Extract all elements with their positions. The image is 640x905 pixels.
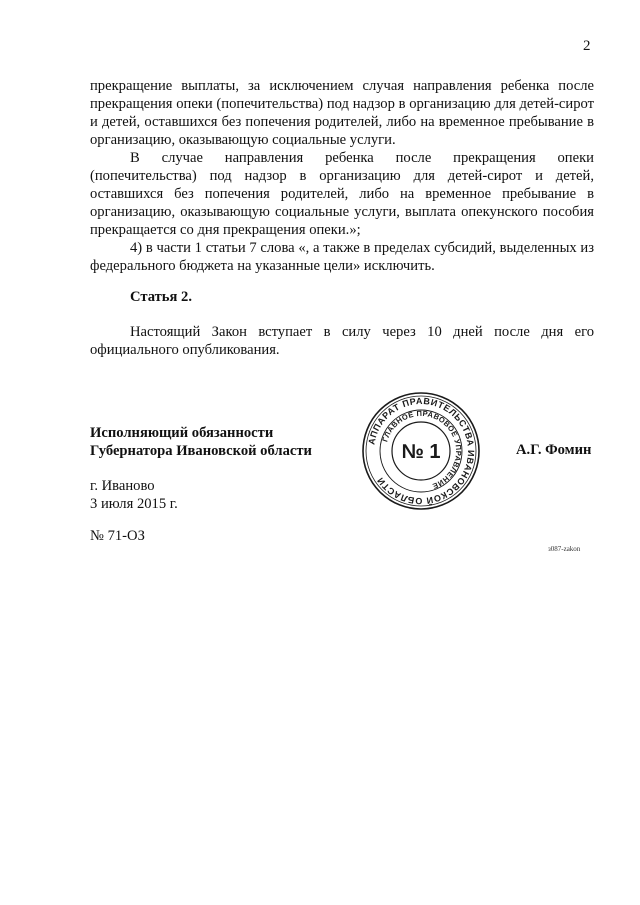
seal-center-number: № 1 — [401, 441, 441, 463]
article-heading: Статья 2. — [130, 289, 192, 305]
document-code: з087-zakon — [548, 545, 581, 553]
paragraph-continuation: прекращение выплаты, за исключением случая направления ребенка после прекращения опеки (попечительства) под надзор в организацию для детей-сирот и детей, оставшихся без попечения родителей, либо на временное пребывание в организацию, оказывающую социальные услуги. — [90, 78, 594, 148]
page-number: 2 — [583, 38, 591, 54]
signer-position — [90, 424, 312, 460]
seal-outer-text: АППАРАТ ПРАВИТЕЛЬСТВА ИВАНОВСКОЙ ОБЛАСТИ — [366, 395, 477, 507]
paragraph-placement-case: В случае направления ребенка после прекращения опеки (попечительства) под надзор в организацию для детей-сирот и детей, оставшихся без попечения родителей, либо на временное пребывание в организацию, оказывающую социальные услуги, выплата опекунского пособия прекращается со дня прекращения опеки.»; — [90, 150, 594, 238]
law-number: № 71-ОЗ — [90, 528, 145, 544]
signer-position-line1: Исполняющий обязанности — [90, 425, 274, 441]
issue-date: 3 июля 2015 г. — [90, 496, 178, 512]
body-text — [90, 77, 594, 275]
official-seal — [360, 390, 482, 512]
place-date — [90, 477, 178, 513]
paragraph-amendment-4: 4) в части 1 статьи 7 слова «, а также в пределах субсидий, выделенных из федерального бюджета на указанные цели» исключить. — [90, 240, 594, 274]
signer-name: А.Г. Фомин — [516, 442, 592, 458]
issue-place: г. Иваново — [90, 478, 155, 494]
signer-position-line2: Губернатора Ивановской области — [90, 443, 312, 459]
seal-inner-text: ГЛАВНОЕ ПРАВОВОЕ УПРАВЛЕНИЕ — [380, 408, 464, 491]
article-text: Настоящий Закон вступает в силу через 10 дней после дня его официального опубликования. — [90, 324, 594, 358]
